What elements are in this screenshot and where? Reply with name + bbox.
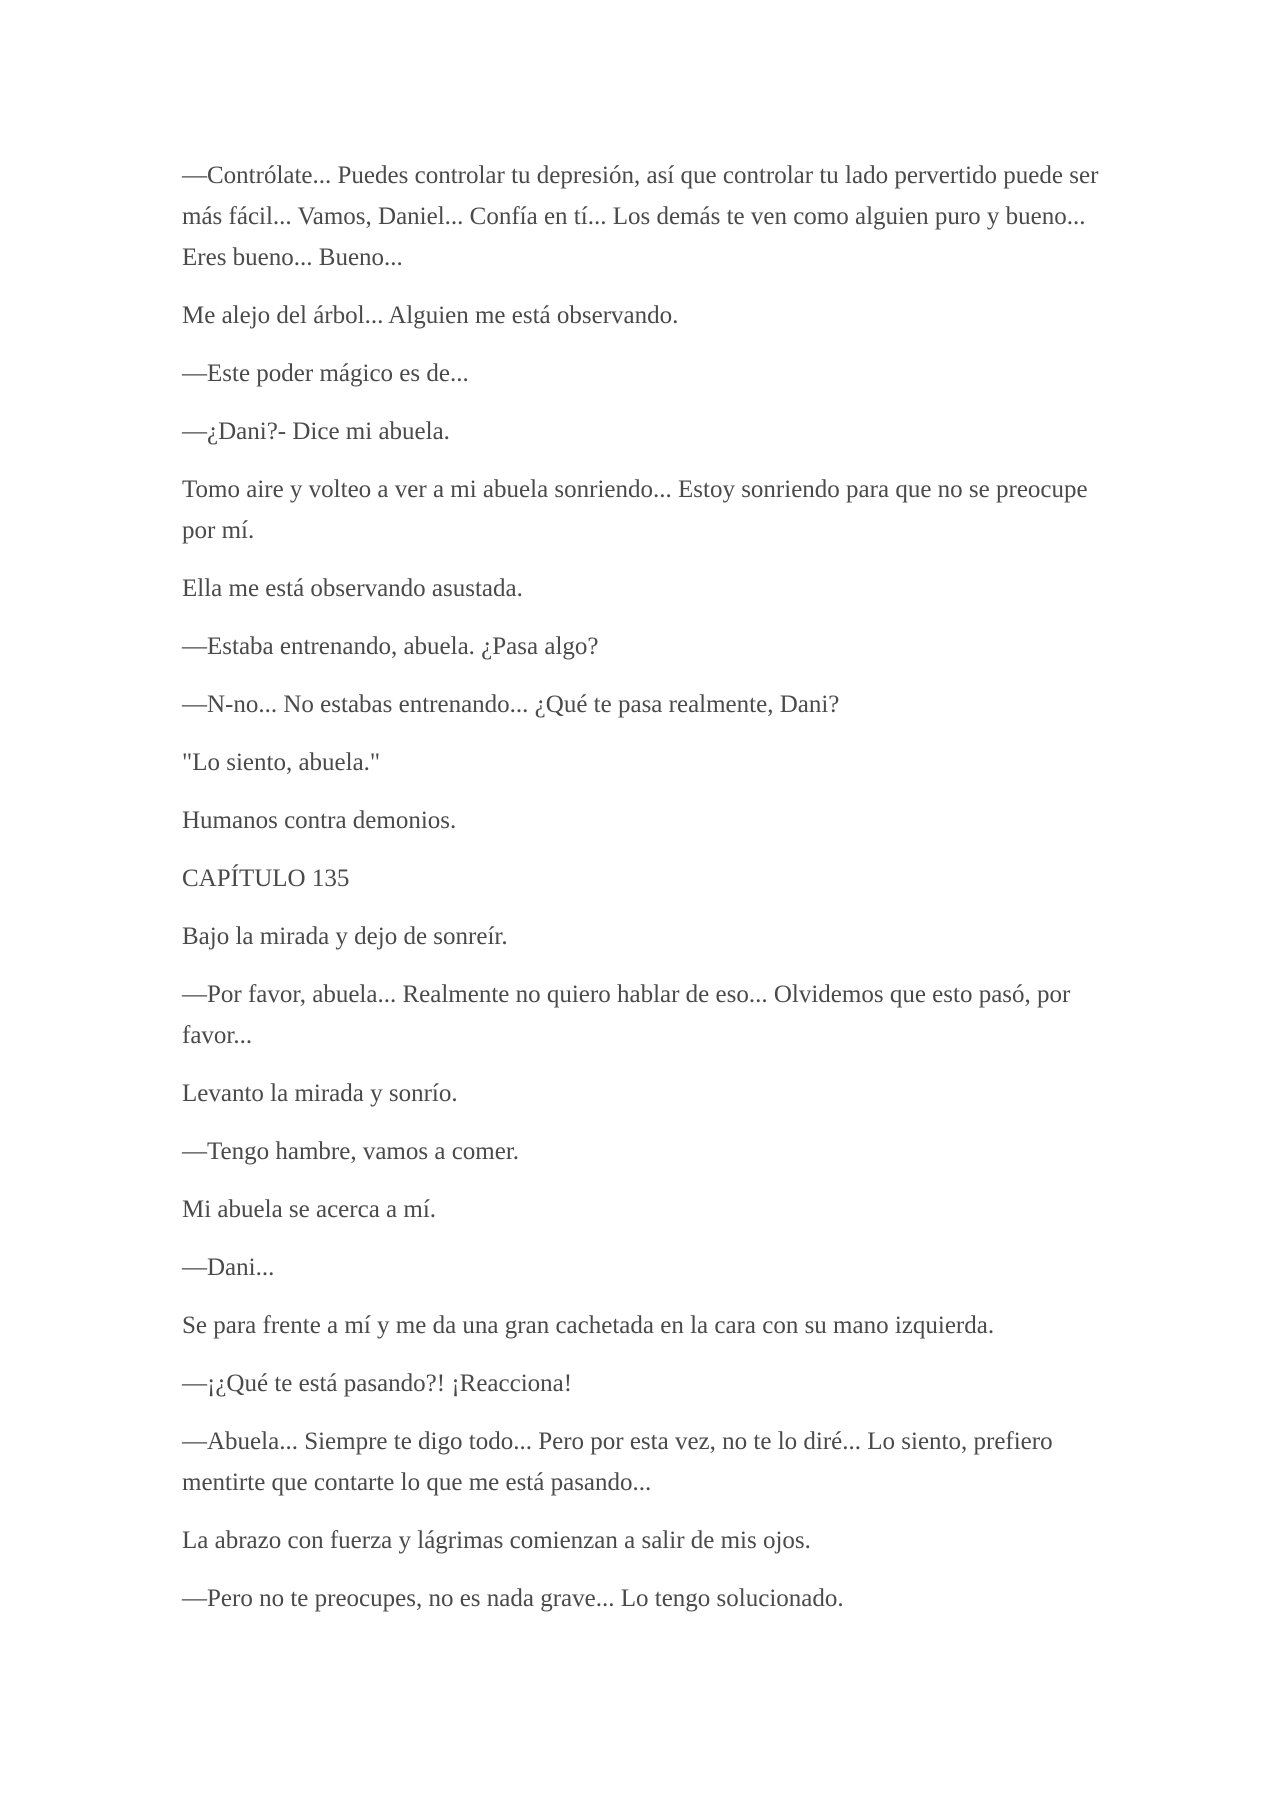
paragraph: —Pero no te preocupes, no es nada grave... Lo tengo solucionado.	[182, 1585, 844, 1612]
paragraph: —Estaba entrenando, abuela. ¿Pasa algo?	[182, 633, 599, 660]
paragraph: —¿Dani?- Dice mi abuela.	[182, 418, 450, 445]
paragraph: Se para frente a mí y me da una gran cachetada en la cara con su mano izquierda.	[182, 1312, 995, 1339]
paragraph: Humanos contra demonios.	[182, 807, 457, 834]
paragraph: Tomo aire y volteo a ver a mi abuela sonriendo... Estoy sonriendo para que no se preocupe por mí.	[182, 476, 1088, 544]
paragraph: Mi abuela se acerca a mí.	[182, 1196, 437, 1223]
paragraph: —Este poder mágico es de...	[182, 360, 469, 387]
paragraph: —Abuela... Siempre te digo todo... Pero por esta vez, no te lo diré... Lo siento, prefiero mentirte que contarte lo que me está pasando...	[182, 1428, 1053, 1496]
paragraph: —¡¿Qué te está pasando?! ¡Reacciona!	[182, 1370, 573, 1397]
paragraph: "Lo siento, abuela."	[182, 749, 381, 776]
paragraph: —Dani...	[182, 1254, 275, 1281]
paragraph: Ella me está observando asustada.	[182, 575, 523, 602]
paragraph: Me alejo del árbol... Alguien me está observando.	[182, 302, 679, 329]
paragraph: —N-no... No estabas entrenando... ¿Qué te pasa realmente, Dani?	[182, 691, 840, 718]
paragraph: —Por favor, abuela... Realmente no quiero hablar de eso... Olvidemos que esto pasó, por favor...	[182, 981, 1071, 1049]
paragraph: Levanto la mirada y sonrío.	[182, 1080, 458, 1107]
page-body	[182, 155, 1102, 1636]
paragraph: La abrazo con fuerza y lágrimas comienzan a salir de mis ojos.	[182, 1527, 811, 1554]
chapter-heading: CAPÍTULO 135	[182, 865, 350, 892]
paragraph: —Tengo hambre, vamos a comer.	[182, 1138, 520, 1165]
paragraph: Bajo la mirada y dejo de sonreír.	[182, 923, 508, 950]
paragraph: —Contrólate... Puedes controlar tu depresión, así que controlar tu lado pervertido puede ser más fácil... Vamos, Daniel... Confía en tí... Los demás te ven como alguien puro y bueno... Eres bueno... Bueno...	[182, 162, 1099, 271]
